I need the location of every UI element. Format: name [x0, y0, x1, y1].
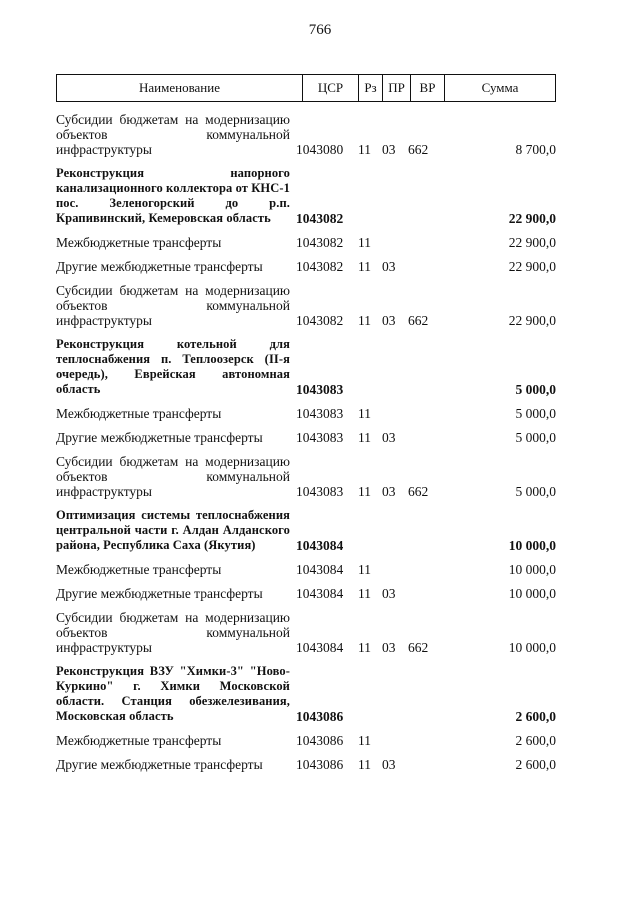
- row-csr: 1043084: [296, 586, 344, 601]
- row-csr: 1043083: [296, 484, 344, 499]
- header-sum: Сумма: [481, 80, 519, 95]
- row-sum: 2 600,0: [515, 733, 556, 748]
- row-name: Субсидии бюджетам на модернизацию объектов коммунальной инфраструктуры: [56, 283, 290, 328]
- row-name: Реконструкция напорного канализационного коллектора от КНС-1 пос. Зеленогорский до р.п. Крапивинский, Кемеровская область: [56, 166, 290, 225]
- row-name: Субсидии бюджетам на модернизацию объектов коммунальной инфраструктуры: [56, 112, 290, 157]
- row-name: Другие межбюджетные трансферты: [56, 757, 263, 772]
- row-csr: 1043080: [296, 142, 344, 157]
- row-sum: 22 900,0: [508, 259, 556, 274]
- row-sum: 10 000,0: [508, 562, 556, 577]
- row-name: Межбюджетные трансферты: [56, 562, 222, 577]
- row-sum: 2 600,0: [515, 709, 556, 724]
- table-row: [56, 454, 556, 502]
- row-rz: 11: [358, 562, 371, 577]
- table-row: [56, 337, 556, 400]
- row-name: Другие межбюджетные трансферты: [56, 586, 263, 601]
- header-name: Наименование: [57, 75, 303, 101]
- table-body: [56, 112, 556, 781]
- table-row: [56, 610, 556, 658]
- table-row: [56, 112, 556, 160]
- header-rz: Рз: [359, 75, 383, 101]
- row-name: Межбюджетные трансферты: [56, 406, 222, 421]
- header-vr: ВР: [411, 75, 445, 101]
- row-csr: 1043082: [296, 313, 344, 328]
- row-sum: 22 900,0: [508, 235, 556, 250]
- row-rz: 11: [358, 757, 371, 772]
- row-sum: 8 700,0: [515, 142, 556, 157]
- row-rz: 11: [358, 259, 371, 274]
- row-pr: 03: [382, 586, 396, 601]
- table-row: [56, 664, 556, 727]
- table-header: [56, 74, 556, 102]
- row-rz: 11: [358, 142, 371, 157]
- row-rz: 11: [358, 235, 371, 250]
- row-pr: 03: [382, 259, 396, 274]
- table-row: [56, 757, 556, 775]
- table-row: [56, 406, 556, 424]
- row-sum: 10 000,0: [508, 640, 556, 655]
- table-row: [56, 235, 556, 253]
- row-rz: 11: [358, 640, 371, 655]
- row-csr: 1043083: [296, 382, 344, 397]
- row-csr: 1043084: [296, 562, 344, 577]
- row-csr: 1043084: [296, 538, 344, 553]
- row-rz: 11: [358, 733, 371, 748]
- row-name: Другие межбюджетные трансферты: [56, 259, 263, 274]
- row-rz: 11: [358, 484, 371, 499]
- row-sum: 5 000,0: [515, 484, 556, 499]
- row-csr: 1043082: [296, 235, 344, 250]
- row-csr: 1043084: [296, 640, 344, 655]
- row-pr: 03: [382, 430, 396, 445]
- row-name: Межбюджетные трансферты: [56, 733, 222, 748]
- row-pr: 03: [382, 142, 396, 157]
- row-csr: 1043086: [296, 757, 344, 772]
- row-rz: 11: [358, 313, 371, 328]
- row-name: Другие межбюджетные трансферты: [56, 430, 263, 445]
- row-sum: 10 000,0: [508, 538, 556, 553]
- row-sum: 10 000,0: [508, 586, 556, 601]
- table-row: [56, 283, 556, 331]
- row-name: Реконструкция ВЗУ "Химки-3" "Ново-Куркино" г. Химки Московской области. Станция обезжелезивания, Московская область: [56, 664, 290, 723]
- row-csr: 1043083: [296, 406, 344, 421]
- row-pr: 03: [382, 313, 396, 328]
- header-csr: ЦСР: [303, 75, 359, 101]
- row-pr: 03: [382, 757, 396, 772]
- table-row: [56, 733, 556, 751]
- row-vr: 662: [408, 640, 429, 655]
- row-sum: 5 000,0: [515, 430, 556, 445]
- row-csr: 1043086: [296, 709, 344, 724]
- row-csr: 1043086: [296, 733, 344, 748]
- row-name: Межбюджетные трансферты: [56, 235, 222, 250]
- row-sum: 5 000,0: [515, 406, 556, 421]
- row-vr: 662: [408, 484, 429, 499]
- row-pr: 03: [382, 640, 396, 655]
- row-sum: 22 900,0: [508, 211, 556, 226]
- table-row: [56, 166, 556, 229]
- row-vr: 662: [408, 142, 429, 157]
- table-row: [56, 586, 556, 604]
- row-sum: 2 600,0: [515, 757, 556, 772]
- table-row: [56, 508, 556, 556]
- row-csr: 1043082: [296, 259, 344, 274]
- row-name: Реконструкция котельной для теплоснабжения п. Теплоозерск (II-я очередь), Еврейская автономная область: [56, 337, 290, 396]
- page-number: 766: [308, 22, 332, 38]
- row-pr: 03: [382, 484, 396, 499]
- table-row: [56, 259, 556, 277]
- header-pr: ПР: [383, 75, 411, 101]
- row-sum: 22 900,0: [508, 313, 556, 328]
- row-name: Субсидии бюджетам на модернизацию объектов коммунальной инфраструктуры: [56, 454, 290, 499]
- row-name: Оптимизация системы теплоснабжения центральной части г. Алдан Алданского района, Республика Саха (Якутия): [56, 508, 290, 552]
- row-csr: 1043082: [296, 211, 344, 226]
- row-rz: 11: [358, 430, 371, 445]
- row-name: Субсидии бюджетам на модернизацию объектов коммунальной инфраструктуры: [56, 610, 290, 655]
- table-row: [56, 430, 556, 448]
- table-row: [56, 562, 556, 580]
- row-vr: 662: [408, 313, 429, 328]
- row-rz: 11: [358, 406, 371, 421]
- row-rz: 11: [358, 586, 371, 601]
- row-sum: 5 000,0: [515, 382, 556, 397]
- row-csr: 1043083: [296, 430, 344, 445]
